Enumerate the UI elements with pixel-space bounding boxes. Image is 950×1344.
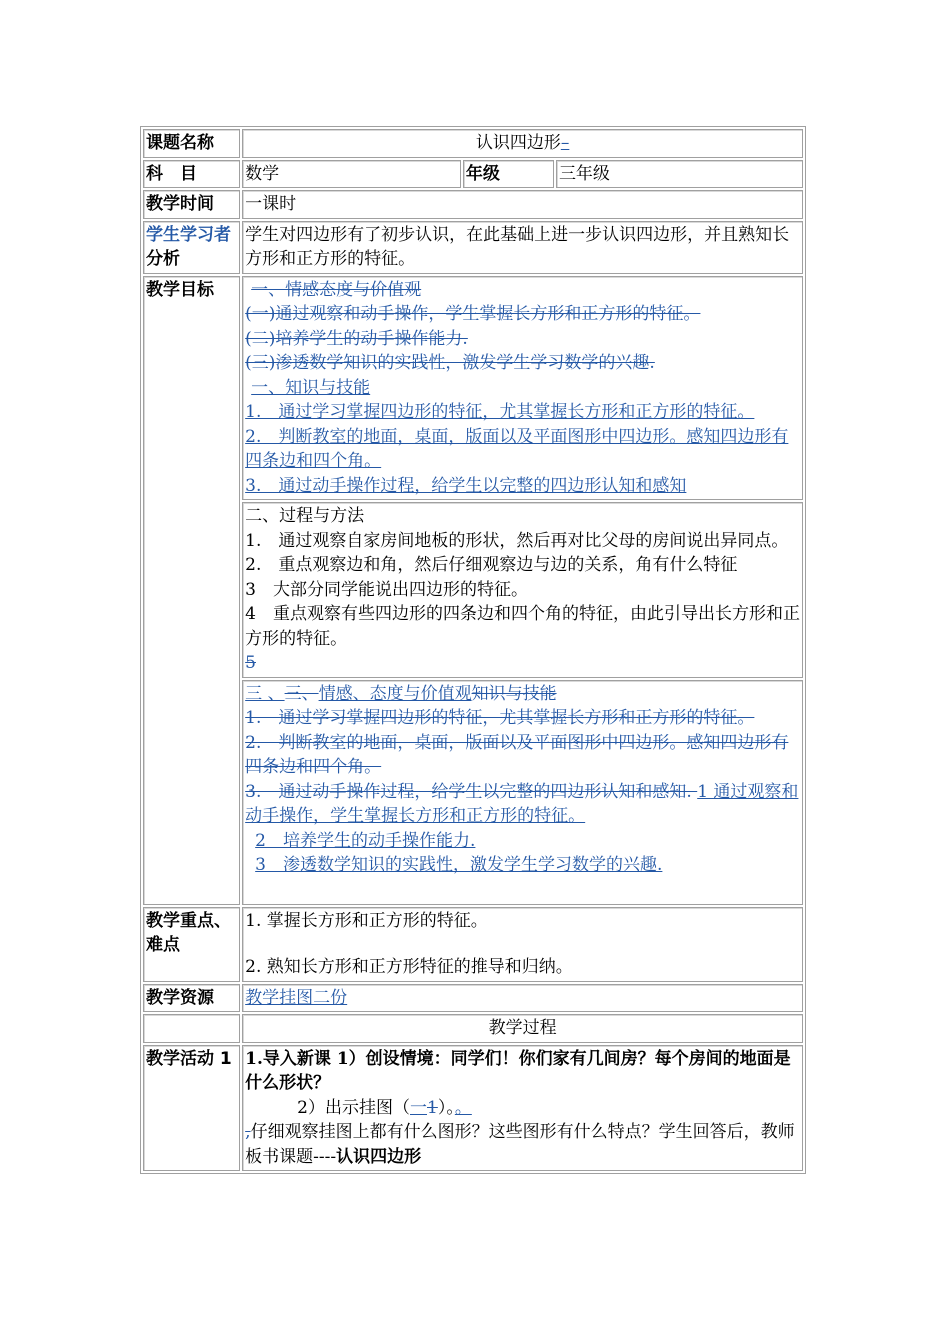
lesson-plan-table [140,126,806,1174]
goal3-head-del-2: 知识与技能 [471,683,557,704]
activity1-step2-ins: 一 [410,1097,427,1118]
goal-deleted-1: 一、情感态度与价值观 [251,279,422,300]
row-time [143,190,803,219]
row-subject [143,160,803,189]
goal-inserted-2: 2. 判断教室的地面，桌面，版面以及平面图形中四边形。感知四边形有四条边和四个角。 [245,426,789,471]
keypoints-label [143,907,240,982]
process-method-head: 二、过程与方法 [245,506,365,526]
process-method-item-5: 5 [245,653,256,673]
activity1-step2-del: 1 [427,1097,438,1118]
grade-label: 年级 [463,160,554,189]
goal-deleted-3: (二)培养学生的动手操作能力. [245,328,468,349]
goal3-deleted-2: 2. 判断教室的地面，桌面，版面以及平面图形中四边形。感知四边形有四条边和四个角。 [245,732,789,777]
keypoints-value [242,907,803,982]
goal3-inserted-2: 2 培养学生的动手操作能力. [255,830,476,851]
activity1-label: 教学活动 1 [143,1045,240,1172]
title-value [242,129,803,158]
analysis-label [143,221,240,274]
keypoints-label-part2: 难点 [146,935,180,955]
activity1-line3-del: , [245,1122,251,1142]
row-resources [143,984,803,1013]
goal-deleted-2: (一)通过观察和动手操作，学生掌握长方形和正方形的特征。 [245,304,701,324]
keypoint-2: 2. 熟知长方形和正方形特征的推导和归纳。 [245,957,573,977]
goals-block-1 [242,276,803,501]
activity1-line3-bold: 认识四边形 [336,1146,422,1167]
goal3-head-ins-1: 三 、 [245,683,285,704]
subject-label: 科 目 [143,160,240,189]
goals-label: 教学目标 [143,276,240,905]
analysis-value: 学生对四边形有了初步认识，在此基础上进一步认识四边形，并且熟知长方形和正方形的特征。 [242,221,803,274]
row-activity-1 [143,1045,803,1172]
time-value: 一课时 [242,190,803,219]
analysis-label-part2: 分析 [146,249,180,269]
keypoint-1: 1. 掌握长方形和正方形的特征。 [245,910,488,931]
activity1-step2-text: 2）出示挂图（ [297,1097,410,1118]
activity1-step2-end: ）。 [437,1097,455,1118]
goals-block-3 [242,680,803,905]
goal-deleted-4: (三)渗透数学知识的实践性，激发学生学习数学的兴趣. [245,353,655,373]
goal3-deleted-1: 1. 通过学习掌握四边形的特征，尤其掌握长方形和正方形的特征。 [245,708,755,728]
row-title [143,129,803,158]
goal3-inserted-3: 3 渗透数学知识的实践性，激发学生学习数学的兴趣. [255,855,663,875]
activity1-step2 [245,1096,800,1121]
resources-text: 教学挂图二份 [245,987,348,1008]
goal3-head-del-1: 三、 [284,683,319,704]
process-value: 教学过程 [242,1014,803,1043]
goal3-inserted-1: 1 通过观察和动手操作，学生掌握长方形和正方形的特征。 [245,781,799,826]
activity1-intro: 1.导入新课 1）创设情境：同学们！你们家有几间房？每个房间的地面是什么形状？ [245,1048,791,1093]
grade-value: 三年级 [556,160,803,189]
goal3-deleted-3: 3. 通过动手操作过程，给学生以完整的四边形认知和感知. [245,781,698,802]
activity1-value [242,1045,803,1172]
row-goals-3 [143,680,803,905]
activity1-step2-tail: 。 [454,1097,472,1118]
analysis-label-part1: 学生学习者 [146,224,231,245]
goal-inserted-head: 一、知识与技能 [251,377,371,398]
resources-value [242,984,803,1013]
title-label: 课题名称 [143,129,240,158]
goal-inserted-3: 3. 通过动手操作过程，给学生以完整的四边形认知和感知 [245,475,687,496]
activity1-line3-text: 仔细观察挂图上都有什么图形？这些图形有什么特点？学生回答后，教师板书课题---- [245,1122,795,1167]
row-goals-1 [143,276,803,501]
process-empty-cell [143,1014,240,1043]
resources-label: 教学资源 [143,984,240,1013]
goals-block-2 [242,502,803,678]
row-analysis [143,221,803,274]
activity1-line3 [245,1120,800,1169]
goal3-head-ins-2: 情感、态度与价值观 [318,683,472,704]
process-method-item-3: 3 大部分同学能说出四边形的特征。 [245,579,528,600]
time-label: 教学时间 [143,190,240,219]
process-method-item-2: 2. 重点观察边和角，然后仔细观察边与边的关系，角有什么特征 [245,555,738,575]
process-method-item-4: 4 重点观察有些四边形的四条边和四个角的特征，由此引导出长方形和正方形的特征。 [245,604,800,649]
goal-inserted-1: 1. 通过学习掌握四边形的特征，尤其掌握长方形和正方形的特征。 [245,402,755,422]
row-keypoints [143,907,803,982]
row-process [143,1014,803,1043]
keypoints-label-part1: 教学重点、 [146,910,231,931]
row-goals-2 [143,502,803,678]
process-method-item-1: 1. 通过观察自家房间地板的形状，然后再对比父母的房间说出异同点。 [245,530,789,551]
title-text: 认识四边形 [475,133,561,153]
title-mark: – [560,133,570,153]
subject-value: 数学 [242,160,461,189]
